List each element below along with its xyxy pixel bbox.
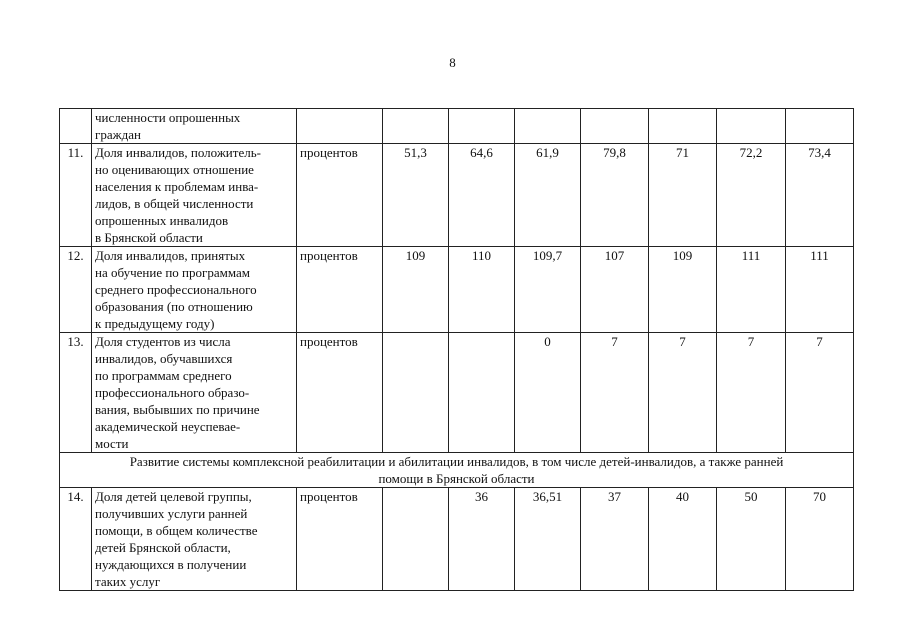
section-heading bbox=[60, 453, 854, 488]
indicator-name-line: помощи, в общем количестве bbox=[95, 523, 258, 538]
value-cell: 37 bbox=[581, 488, 649, 591]
value-cell: 7 bbox=[717, 333, 786, 453]
section-heading-line: помощи в Брянской области bbox=[378, 471, 535, 486]
indicator-name-cell bbox=[92, 333, 297, 453]
value-cell: 110 bbox=[449, 247, 515, 333]
indicator-name-line: среднего профессионального bbox=[95, 282, 257, 297]
value-cell: 109,7 bbox=[515, 247, 581, 333]
value-cell: 7 bbox=[649, 333, 717, 453]
value-cell: 79,8 bbox=[581, 144, 649, 247]
value-cell bbox=[449, 109, 515, 144]
value-cell: 70 bbox=[786, 488, 854, 591]
indicator-name-line: к предыдущему году) bbox=[95, 316, 215, 331]
indicator-name-line: инвалидов, обучавшихся bbox=[95, 351, 233, 366]
value-cell bbox=[383, 488, 449, 591]
table-row bbox=[60, 488, 854, 591]
value-cell: 36 bbox=[449, 488, 515, 591]
value-cell: 111 bbox=[786, 247, 854, 333]
indicator-name-line: в Брянской области bbox=[95, 230, 203, 245]
indicator-name-line: опрошенных инвалидов bbox=[95, 213, 229, 228]
value-cell bbox=[786, 109, 854, 144]
indicator-name-line: детей Брянской области, bbox=[95, 540, 231, 555]
indicator-name-line: вания, выбывших по причине bbox=[95, 402, 260, 417]
value-cell: 72,2 bbox=[717, 144, 786, 247]
indicator-name-cell bbox=[92, 144, 297, 247]
value-cell: 0 bbox=[515, 333, 581, 453]
indicator-name-line: численности опрошенных bbox=[95, 110, 241, 125]
table-row-continued bbox=[60, 109, 854, 144]
unit-cell: процентов bbox=[297, 488, 383, 591]
indicator-name-cell bbox=[92, 109, 297, 144]
indicator-name-line: профессионального образо- bbox=[95, 385, 250, 400]
unit-cell bbox=[297, 109, 383, 144]
indicator-name-line: образования (по отношению bbox=[95, 299, 253, 314]
value-cell: 61,9 bbox=[515, 144, 581, 247]
page-number: 8 bbox=[449, 55, 456, 70]
value-cell bbox=[649, 109, 717, 144]
indicator-name-line: получивших услуги ранней bbox=[95, 506, 248, 521]
value-cell bbox=[515, 109, 581, 144]
value-cell: 64,6 bbox=[449, 144, 515, 247]
indicator-name-line: лидов, в общей численности bbox=[95, 196, 254, 211]
indicator-name-cell bbox=[92, 488, 297, 591]
value-cell: 7 bbox=[581, 333, 649, 453]
table-row bbox=[60, 333, 854, 453]
value-cell: 109 bbox=[383, 247, 449, 333]
row-number-cell: 13. bbox=[60, 333, 92, 453]
row-number-cell: 11. bbox=[60, 144, 92, 247]
value-cell: 7 bbox=[786, 333, 854, 453]
unit-cell: процентов bbox=[297, 333, 383, 453]
table-row bbox=[60, 247, 854, 333]
indicator-name-line: нуждающихся в получении bbox=[95, 557, 247, 572]
indicator-name-line: академической неуспевае- bbox=[95, 419, 241, 434]
indicator-name-line: Доля инвалидов, принятых bbox=[95, 248, 246, 263]
row-number-cell bbox=[60, 109, 92, 144]
indicator-name-line: граждан bbox=[95, 127, 141, 142]
unit-cell: процентов bbox=[297, 144, 383, 247]
value-cell: 107 bbox=[581, 247, 649, 333]
indicator-name-cell bbox=[92, 247, 297, 333]
indicator-name-line: Доля детей целевой группы, bbox=[95, 489, 252, 504]
value-cell: 50 bbox=[717, 488, 786, 591]
section-heading-row bbox=[60, 453, 854, 488]
value-cell: 73,4 bbox=[786, 144, 854, 247]
table-row bbox=[60, 144, 854, 247]
value-cell bbox=[383, 109, 449, 144]
value-cell: 109 bbox=[649, 247, 717, 333]
value-cell: 40 bbox=[649, 488, 717, 591]
section-heading-line: Развитие системы комплексной реабилитации и абилитации инвалидов, в том числе детей-инвалидов, а также ранней bbox=[129, 454, 784, 469]
value-cell: 51,3 bbox=[383, 144, 449, 247]
row-number-cell: 14. bbox=[60, 488, 92, 591]
indicator-name-line: Доля инвалидов, положитель- bbox=[95, 145, 261, 160]
indicator-name-line: мости bbox=[95, 436, 129, 451]
indicator-name-line: Доля студентов из числа bbox=[95, 334, 231, 349]
value-cell: 111 bbox=[717, 247, 786, 333]
indicator-name-line: населения к проблемам инва- bbox=[95, 179, 259, 194]
unit-cell: процентов bbox=[297, 247, 383, 333]
value-cell bbox=[383, 333, 449, 453]
indicator-name-line: таких услуг bbox=[95, 574, 161, 589]
value-cell: 71 bbox=[649, 144, 717, 247]
value-cell bbox=[581, 109, 649, 144]
indicators-table bbox=[59, 108, 854, 591]
indicator-name-line: по программам среднего bbox=[95, 368, 232, 383]
value-cell bbox=[449, 333, 515, 453]
indicator-name-line: но оценивающих отношение bbox=[95, 162, 254, 177]
row-number-cell: 12. bbox=[60, 247, 92, 333]
value-cell bbox=[717, 109, 786, 144]
value-cell: 36,51 bbox=[515, 488, 581, 591]
indicator-name-line: на обучение по программам bbox=[95, 265, 250, 280]
